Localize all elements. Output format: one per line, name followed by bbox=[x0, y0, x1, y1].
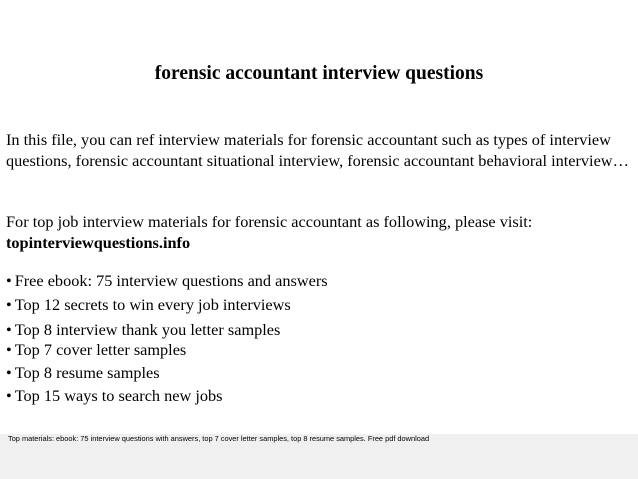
bullet-icon: • bbox=[6, 363, 12, 382]
list-item-cover-letters bbox=[6, 340, 186, 360]
visit-text: For top job interview materials for forensic accountant as following, please visit: bbox=[6, 212, 533, 231]
list-item-secrets bbox=[6, 295, 291, 315]
intro-paragraph bbox=[6, 130, 634, 171]
list-item-thank-you-letters bbox=[6, 320, 280, 340]
bullet-icon: • bbox=[6, 271, 12, 290]
page-title: forensic accountant interview questions bbox=[154, 63, 484, 84]
bullet-icon: • bbox=[6, 295, 12, 314]
list-item-free-ebook bbox=[6, 271, 328, 291]
list-item-text: Top 7 cover letter samples bbox=[14, 340, 187, 359]
visit-paragraph bbox=[6, 212, 634, 253]
footer-bar bbox=[0, 434, 638, 479]
bullet-icon: • bbox=[6, 386, 12, 405]
list-item-text: Top 15 ways to search new jobs bbox=[14, 386, 223, 405]
bullet-icon: • bbox=[6, 340, 12, 359]
list-item-search-jobs bbox=[6, 386, 222, 406]
website-link[interactable]: topinterviewquestions.info bbox=[6, 232, 191, 252]
list-item-text: Top 8 resume samples bbox=[14, 363, 160, 382]
list-item-resume-samples bbox=[6, 363, 160, 383]
bullet-icon: • bbox=[6, 320, 12, 339]
intro-text: In this file, you can ref interview materials for forensic accountant such as types of interview questions, forensic accountant situational interview, forensic accountant behavioral interview… bbox=[6, 130, 629, 170]
list-item-text: Top 8 interview thank you letter samples bbox=[14, 320, 281, 339]
footer-text: Top materials: ebook: 75 interview questions with answers, top 7 cover letter samples, top 8 resume samples. Free pdf download bbox=[8, 434, 430, 443]
list-item-text: Top 12 secrets to win every job interviews bbox=[14, 295, 291, 314]
list-item-text: Free ebook: 75 interview questions and answers bbox=[14, 271, 328, 290]
